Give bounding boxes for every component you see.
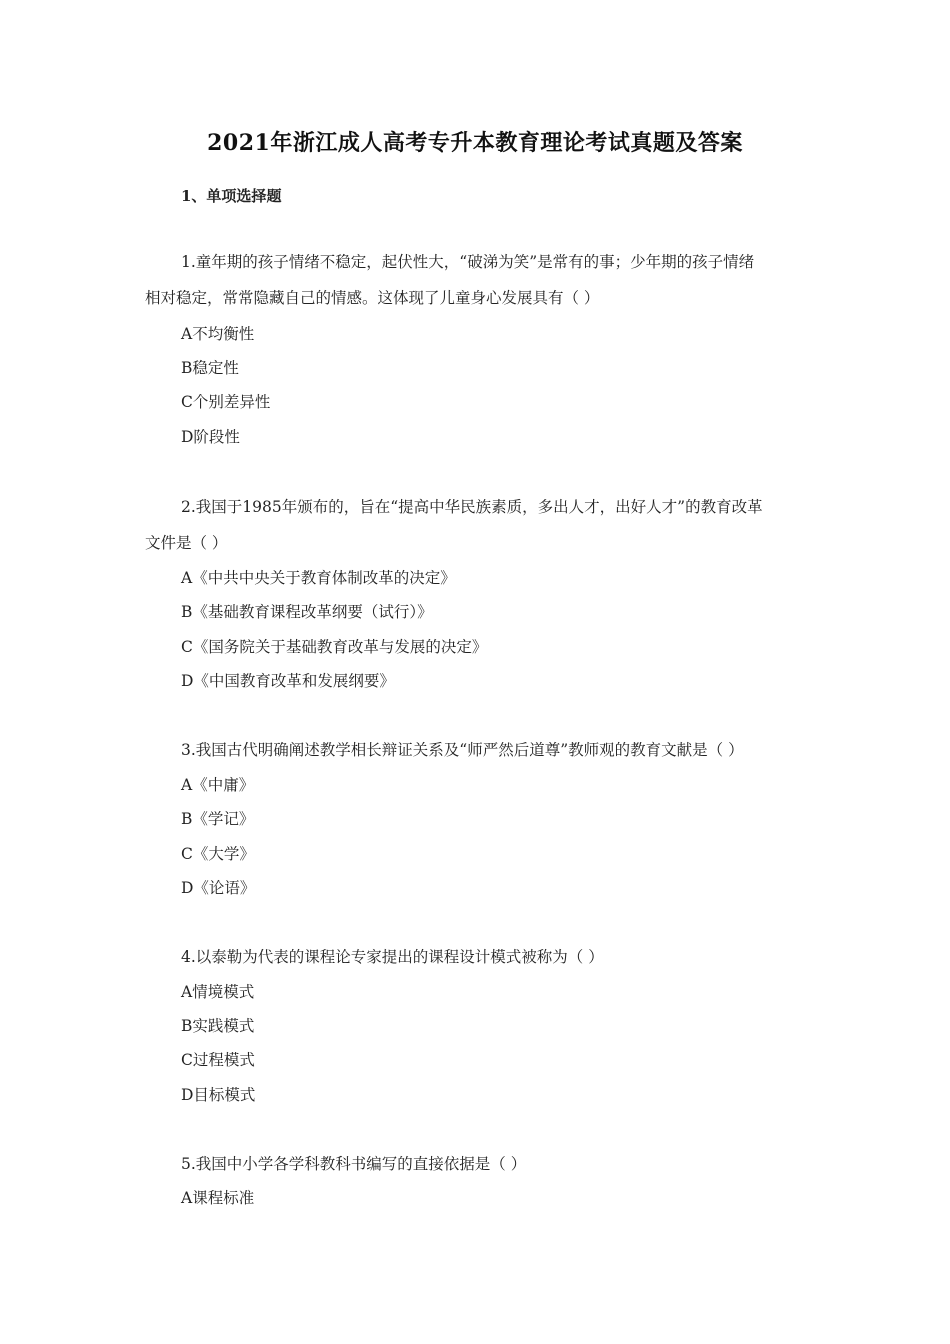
- question-1-option-d: D阶段性: [181, 428, 240, 446]
- question-1-stem-line-2: 相对稳定，常常隐藏自己的情感。这体现了儿童身心发展具有（ ）: [145, 289, 600, 307]
- question-1-option-b: B稳定性: [181, 359, 239, 377]
- question-3-option-c: C《大学》: [181, 845, 255, 863]
- question-3-option-a: A《中庸》: [181, 776, 255, 794]
- question-2-option-c: C《国务院关于基础教育改革与发展的决定》: [181, 638, 488, 656]
- question-3-option-b: B《学记》: [181, 810, 255, 828]
- question-1-stem-line-1: 1.童年期的孩子情绪不稳定，起伏性大，“破涕为笑”是常有的事；少年期的孩子情绪: [181, 253, 755, 271]
- section-heading: 1、单项选择题: [181, 187, 282, 205]
- question-5-stem: 5.我国中小学各学科教科书编写的直接依据是（ ）: [181, 1155, 527, 1173]
- question-2-option-a: A《中共中央关于教育体制改革的决定》: [181, 569, 456, 587]
- question-1-option-a: A不均衡性: [181, 325, 255, 343]
- question-1-option-c: C个别差异性: [181, 393, 271, 411]
- question-4-option-c: C过程模式: [181, 1051, 255, 1069]
- question-3-stem: 3.我国古代明确阐述教学相长辩证关系及“师严然后道尊”教师观的教育文献是（ ）: [181, 741, 744, 759]
- question-4-stem: 4.以泰勒为代表的课程论专家提出的课程设计模式被称为（ ）: [181, 948, 604, 966]
- question-2-option-d: D《中国教育改革和发展纲要》: [181, 672, 395, 690]
- question-4-option-a: A情境模式: [181, 983, 255, 1001]
- document-title: 2021年浙江成人高考专升本教育理论考试真题及答案: [207, 130, 743, 156]
- question-2-stem-line-2: 文件是（ ）: [145, 534, 228, 552]
- question-4-option-d: D目标模式: [181, 1086, 256, 1104]
- question-3-option-d: D《论语》: [181, 879, 256, 897]
- question-2-stem-line-1: 2.我国于1985年颁布的，旨在“提高中华民族素质，多出人才，出好人才”的教育改革: [181, 498, 763, 516]
- question-4-option-b: B实践模式: [181, 1017, 255, 1035]
- question-5-option-a: A课程标准: [181, 1189, 255, 1207]
- question-2-option-b: B《基础教育课程改革纲要（试行）》: [181, 603, 433, 621]
